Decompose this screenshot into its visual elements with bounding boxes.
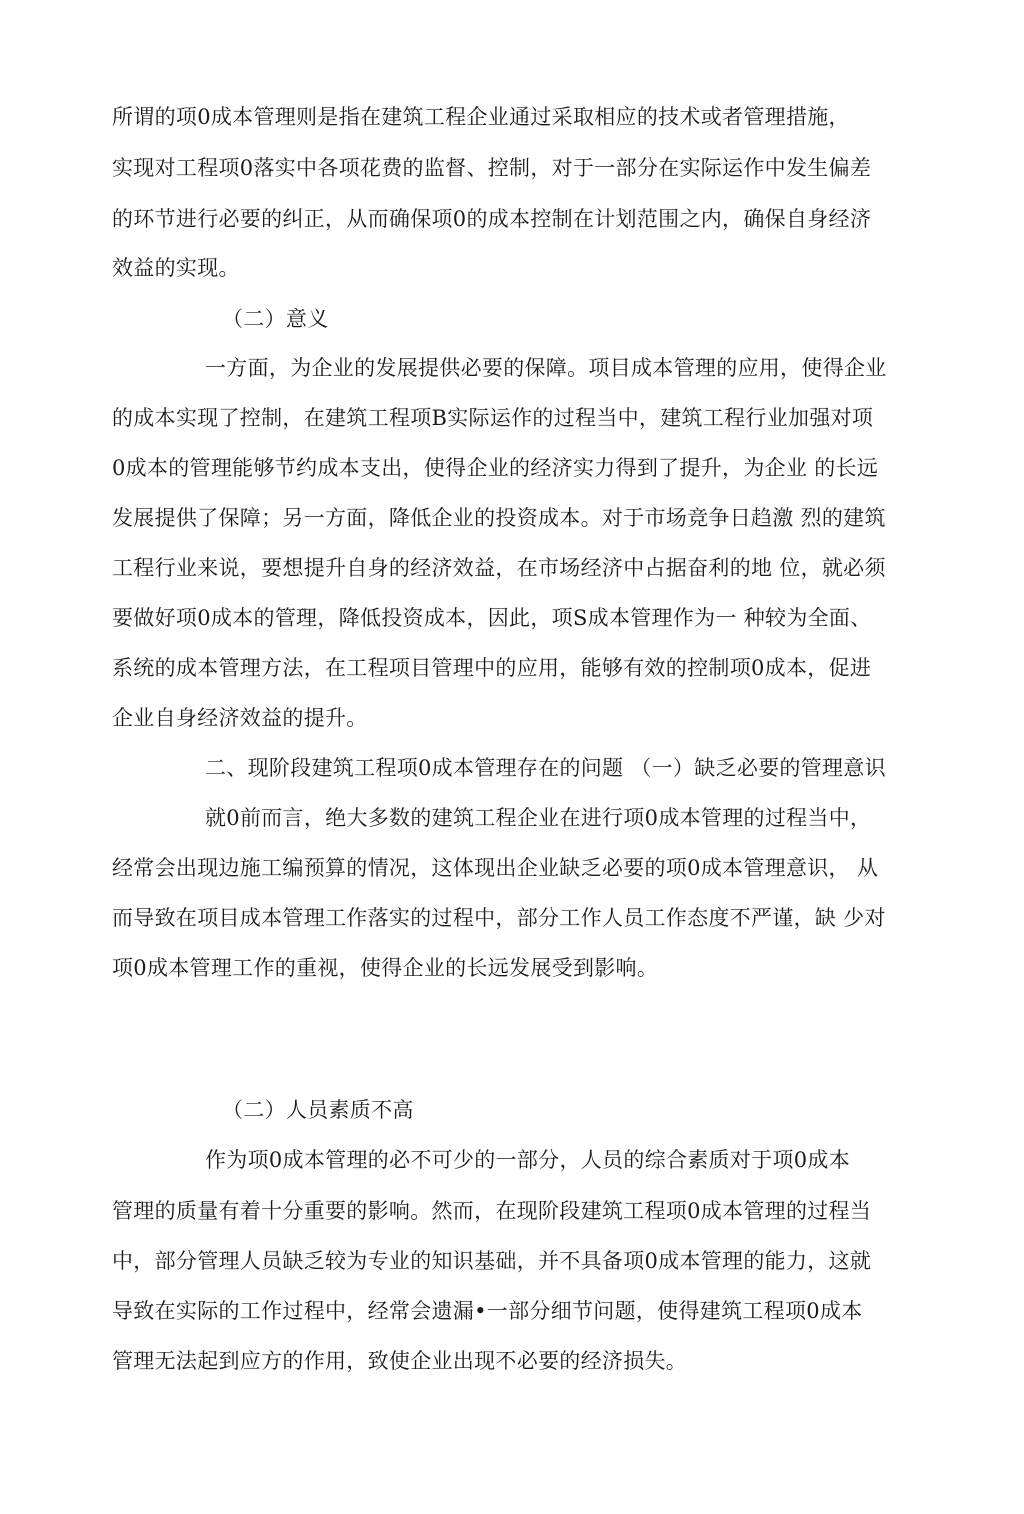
paragraph-line: 管理的质量有着十分重要的影响。然而，在现阶段建筑工程项0成本管理的过程当	[112, 1199, 872, 1223]
paragraph-line: 实现对工程项0落实中各项花费的监督、控制，对于一部分在实际运作中发生偏差	[112, 156, 872, 180]
section-heading: 二、现阶段建筑工程项0成本管理存在的问题 （一）缺乏必要的管理意识	[205, 756, 886, 780]
paragraph-line: 发展提供了保障；另一方面，降低企业的投资成本。对于市场竞争日趋激 烈的建筑	[112, 506, 886, 530]
section-heading: （二）人员素质不高	[222, 1098, 414, 1122]
paragraph-line: 效益的实现。	[112, 256, 240, 280]
paragraph-line: 系统的成本管理方法，在工程项目管理中的应用，能够有效的控制项0成本，促进	[112, 656, 872, 680]
paragraph-line: 管理无法起到应方的作用，致使企业出现不必要的经济损失。	[112, 1349, 688, 1373]
paragraph-line: 而导致在项目成本管理工作落实的过程中，部分工作人员工作态度不严谨，缺 少对	[112, 906, 886, 930]
paragraph-line: 就0前而言，绝大多数的建筑工程企业在进行项0成本管理的过程当中，	[205, 806, 872, 830]
paragraph-line: 的环节进行必要的纠正，从而确保项0的成本控制在计划范围之内，确保自身经济	[112, 207, 872, 231]
paragraph-line: 企业自身经济效益的提升。	[112, 706, 368, 730]
paragraph-line: 工程行业来说，要想提升自身的经济效益，在市场经济中占据奋利的地 位，就必须	[112, 556, 886, 580]
paragraph-line: 项0成本管理工作的重视，使得企业的长远发展受到影响。	[112, 956, 659, 980]
paragraph-line: 导致在实际的工作过程中，经常会遗漏•一部分细节问题，使得建筑工程项0成本	[112, 1299, 863, 1323]
section-heading: （二）意义	[222, 307, 329, 331]
paragraph-line: 0成本的管理能够节约成本支出，使得企业的经济实力得到了提升，为企业 的长远	[112, 456, 879, 480]
paragraph-line: 经常会出现边施工编预算的情况，这体现出企业缺乏必要的项0成本管理意识， 从	[112, 856, 879, 880]
paragraph-line: 中，部分管理人员缺乏较为专业的知识基础，并不具备项0成本管理的能力，这就	[112, 1249, 872, 1273]
paragraph-line: 的成本实现了控制，在建筑工程项B实际运作的过程当中，建筑工程行业加强对项	[112, 406, 874, 430]
paragraph-line: 一方面，为企业的发展提供必要的保障。项目成本管理的应用，使得企业	[205, 356, 887, 380]
paragraph-line: 作为项0成本管理的必不可少的一部分，人员的综合素质对于项0成本	[205, 1148, 851, 1172]
paragraph-line: 要做好项0成本的管理，降低投资成本，因此，项S成本管理作为一 种较为全面、	[112, 606, 872, 630]
paragraph-line: 所谓的项0成本管理则是指在建筑工程企业通过采取相应的技术或者管理措施，	[112, 105, 850, 129]
